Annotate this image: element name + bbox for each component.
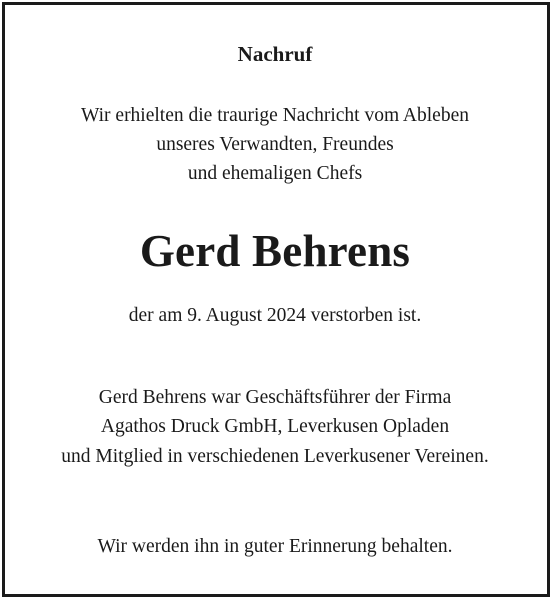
- deceased-name: Gerd Behrens: [139, 226, 411, 276]
- intro-line-1: Wir erhielten die traurige Nachricht vom Ableben: [81, 105, 469, 126]
- notice-title: Nachruf: [237, 42, 313, 66]
- notice-border: [2, 2, 550, 597]
- closing-line: Wir werden ihn in guter Erinnerung behalten.: [97, 536, 453, 557]
- intro-line-2: unseres Verwandten, Freundes: [156, 134, 394, 155]
- death-date-line: der am 9. August 2024 verstorben ist.: [128, 305, 422, 326]
- intro-line-3: und ehemaligen Chefs: [187, 163, 363, 184]
- bio-line-2: Agathos Druck GmbH, Leverkusen Opladen: [100, 416, 450, 437]
- bio-line-3: und Mitglied in verschiedenen Leverkusener Vereinen.: [61, 446, 489, 467]
- bio-line-1: Gerd Behrens war Geschäftsführer der Firma: [98, 387, 452, 408]
